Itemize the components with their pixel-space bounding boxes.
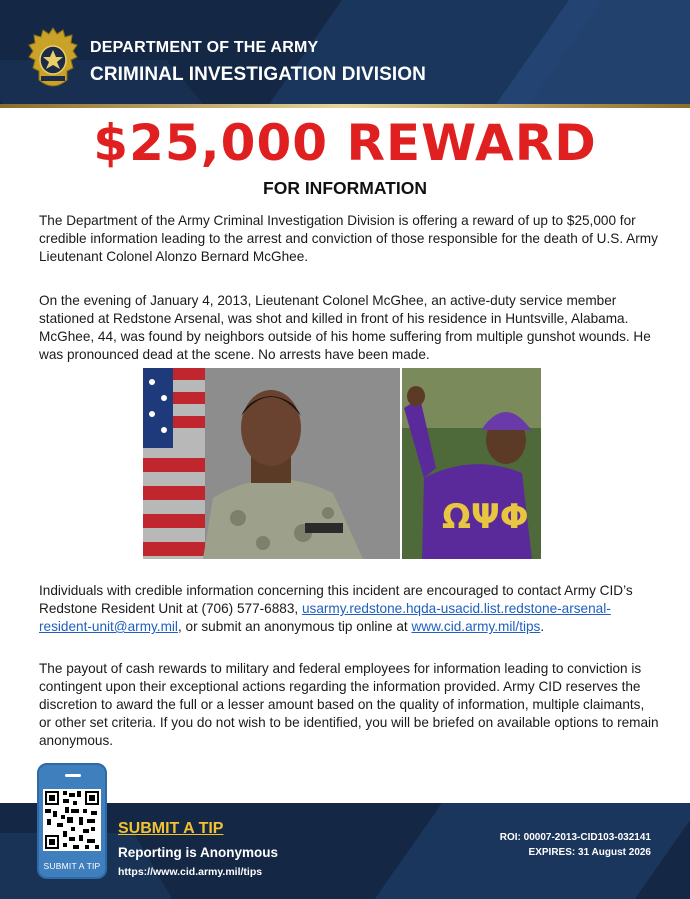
svg-text:ΩΨΦ: ΩΨΦ <box>442 497 529 537</box>
contact-email-link[interactable]: usarmy.redstone.hqda-usacid.list.redstone-arsenal-resident-unit@army.mil <box>39 601 611 634</box>
phone-speaker <box>65 774 81 777</box>
reward-headline: $25,000 REWARD <box>93 114 597 172</box>
photo-uniform-portrait <box>143 368 400 559</box>
submit-tip-phone-graphic[interactable] <box>37 763 107 879</box>
contact-middle: , or submit an anonymous tip online at <box>177 619 412 634</box>
expiration-date: EXPIRES: 31 August 2026 <box>528 847 651 858</box>
contact-intro: Individuals with credible information concerning this incident are encouraged to contact Army CID’s Redstone Resident Unit at (706) 577-6883, <box>39 583 633 616</box>
incident-description: On the evening of January 4, 2013, Lieutenant Colonel McGhee, an active-duty service member stationed at Redstone Arsenal, was shot and killed in front of his residence in Huntsville, Alabama. McGhee, 44, was found by neighbors outside of his home suffering from multiple gunshot wounds. He was pronounced dead at the scene. No arrests have been made. <box>39 293 651 362</box>
contact-end: . <box>540 619 545 634</box>
reward-subtitle: FOR INFORMATION <box>263 178 427 198</box>
anonymous-notice: Reporting is Anonymous <box>118 845 279 860</box>
qr-code[interactable] <box>43 789 101 851</box>
photo-fraternity-portrait <box>402 368 541 559</box>
contact-information <box>39 582 659 636</box>
phone-submit-label: SUBMIT A TIP <box>43 861 101 871</box>
submit-tip-link[interactable]: SUBMIT A TIP <box>118 820 224 837</box>
department-name: DEPARTMENT OF THE ARMY <box>90 39 319 56</box>
footer-tips-url[interactable]: https://www.cid.army.mil/tips <box>118 866 263 878</box>
roi-number: ROI: 00007-2013-CID103-032141 <box>499 832 651 843</box>
cid-badge-icon <box>27 26 79 94</box>
tips-website-link[interactable]: www.cid.army.mil/tips <box>411 619 541 634</box>
header-gold-divider <box>0 104 690 108</box>
reward-description: The Department of the Army Criminal Investigation Division is offering a reward of up to $25,000 for credible information leading to the arrest and conviction of those responsible for the death of U.S. Army Lieutenant Colonel Alonzo Bernard McGhee. <box>39 213 658 264</box>
payout-policy: The payout of cash rewards to military and federal employees for information leading to conviction is contingent upon their exceptional actions regarding the information provided. Army CID reserves the discretion to award the full or a lesser amount based on the quality of information, multiple claimants, or other set criteria. If you do not wish to be identified, you will be briefed on available options to remain anonymous. <box>39 661 659 748</box>
division-name: CRIMINAL INVESTIGATION DIVISION <box>90 64 426 85</box>
